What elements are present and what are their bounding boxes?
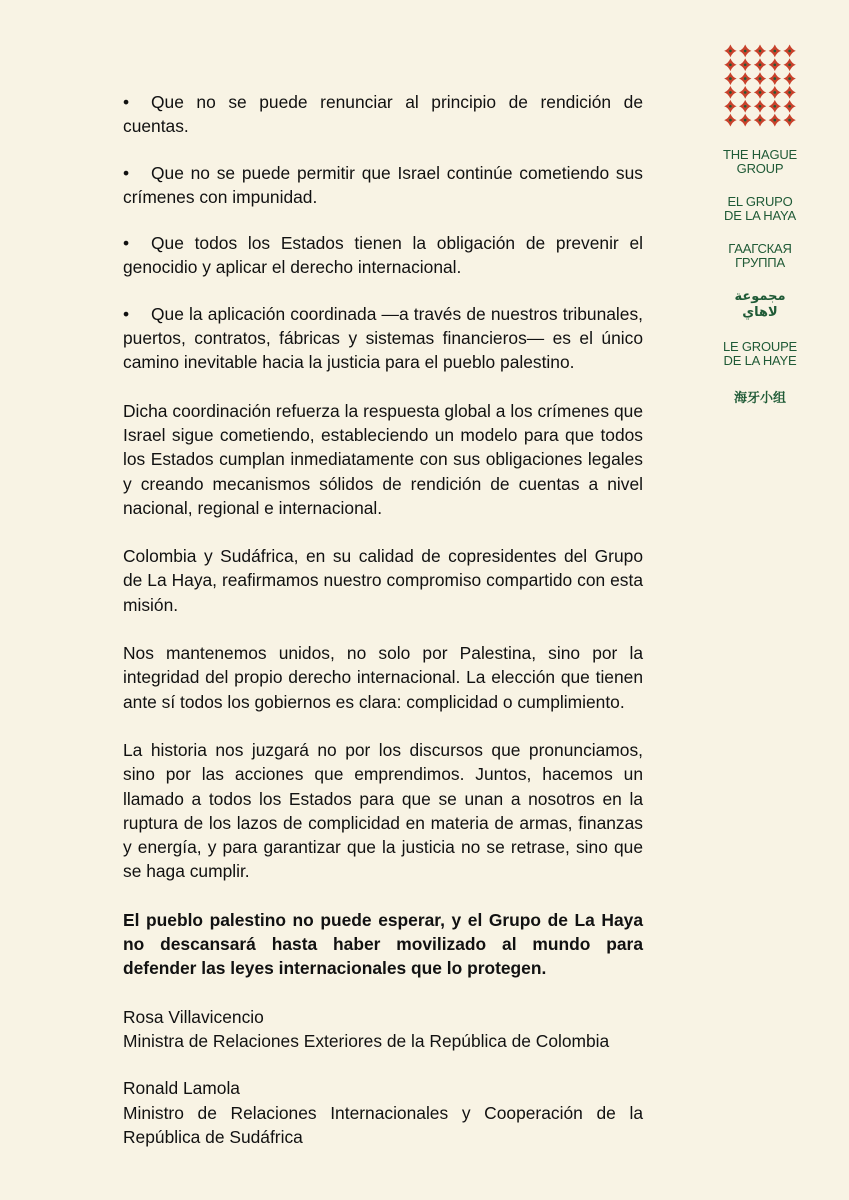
pattern-dot xyxy=(744,119,747,122)
brand-line: مجموعة xyxy=(734,289,786,304)
pattern-dot xyxy=(744,105,747,108)
brand-label-english xyxy=(700,148,820,176)
pattern-dot xyxy=(759,91,762,94)
body-paragraph xyxy=(123,399,643,520)
brand-line: THE HAGUE xyxy=(722,147,798,162)
pattern-dot xyxy=(788,91,791,94)
pattern-dot xyxy=(744,63,747,66)
brand-line: DE LA HAYE xyxy=(723,353,797,368)
pattern-dot xyxy=(774,63,777,66)
brand-line: ГААГСКАЯ xyxy=(728,241,792,256)
signature-block xyxy=(123,1076,643,1149)
pattern-dot xyxy=(729,105,732,108)
bullet-text: Que no se puede renunciar al principio de rendición de cuentas. xyxy=(123,92,643,137)
bullet-text: Que todos los Estados tienen la obligación de prevenir el genocidio y aplicar el derecho internacional. xyxy=(123,233,643,278)
pattern-dot xyxy=(759,105,762,108)
brand-label-spanish xyxy=(700,195,820,223)
bullet-item xyxy=(123,231,643,280)
signatory-name: Rosa Villavicencio xyxy=(123,1006,264,1027)
brand-line: EL GRUPO xyxy=(727,194,793,209)
bullet-dot: • xyxy=(123,92,130,112)
pattern-dot xyxy=(759,77,762,80)
brand-label-arabic xyxy=(700,289,820,321)
pattern-dot xyxy=(788,105,791,108)
bullet-item xyxy=(123,161,643,210)
pattern-dot xyxy=(729,77,732,80)
pattern-dot xyxy=(729,91,732,94)
pattern-dot xyxy=(744,77,747,80)
pattern-dot xyxy=(774,105,777,108)
pattern-dot xyxy=(759,119,762,122)
brand-line: ГРУППА xyxy=(735,255,785,270)
signatory-name: Ronald Lamola xyxy=(123,1078,240,1099)
body-paragraph xyxy=(123,544,643,617)
bullet-text: Que no se puede permitir que Israel continúe cometiendo sus crímenes con impunidad. xyxy=(123,162,643,207)
pattern-dot xyxy=(788,119,791,122)
letter-body xyxy=(123,90,643,1149)
pattern-dot xyxy=(729,50,732,53)
brand-label-french xyxy=(700,340,820,368)
pattern-dot xyxy=(759,63,762,66)
pattern-dot xyxy=(729,119,732,122)
pattern-dot xyxy=(759,50,762,53)
pattern-dot xyxy=(774,91,777,94)
pattern-dot xyxy=(788,50,791,53)
brand-line: GROUP xyxy=(736,161,784,176)
closing-statement: El pueblo palestino no puede esperar, y el Grupo de La Haya no descansará hasta haber movilizado al mundo para defender las leyes internacionales que lo protegen. xyxy=(123,909,643,979)
paragraph-text: La historia nos juzgará no por los discursos que pronunciamos, sino por las acciones que emprendimos. Juntos, hacemos un llamado a todos los Estados para que se unan a nosotros en la ruptura de los lazos de complicidad en materia de armas, finanzas y energía, y para garantizar que la justicia no se retrase, sino que se haga cumplir. xyxy=(123,739,643,882)
brand-label-russian xyxy=(700,242,820,270)
bullet-item xyxy=(123,90,643,139)
pattern-dot xyxy=(774,119,777,122)
signatory-title: Ministra de Relaciones Exteriores de la República de Colombia xyxy=(123,1030,610,1051)
paragraph-text: Dicha coordinación refuerza la respuesta global a los crímenes que Israel sigue cometiendo, estableciendo un modelo para que todos los Estados cumplan inmediatamente con sus obligaciones legales y creando mecanismos sólidos de rendición de cuentas a nivel nacional, regional e internacional. xyxy=(123,400,643,518)
pattern-dot xyxy=(744,91,747,94)
paragraph-text: Colombia y Sudáfrica, en su calidad de copresidentes del Grupo de La Haya, reafirmamos nuestro compromiso compartido con esta misión. xyxy=(123,546,643,615)
bullet-item xyxy=(123,302,643,375)
pattern-dot xyxy=(774,50,777,53)
bullet-dot: • xyxy=(123,162,130,183)
body-paragraph xyxy=(123,641,643,714)
bullet-dot: • xyxy=(123,303,130,324)
brand-label-chinese: 海牙小组 xyxy=(733,391,786,406)
brand-line: لاهاي xyxy=(742,305,778,320)
signature-block xyxy=(123,1005,643,1054)
geometric-pattern-logo-icon xyxy=(723,44,797,127)
brand-line: LE GROUPE xyxy=(722,339,798,354)
pattern-dot xyxy=(788,77,791,80)
paragraph-text: Nos mantenemos unidos, no solo por Palestina, sino por la integridad del propio derecho internacional. La elección que tienen ante sí todos los gobiernos es clara: complicidad o cumplimiento. xyxy=(123,643,643,712)
pattern-dot xyxy=(729,63,732,66)
pattern-dot xyxy=(788,63,791,66)
body-paragraph xyxy=(123,738,643,884)
brand-line: DE LA HAYA xyxy=(724,208,796,223)
pattern-dot xyxy=(744,50,747,53)
hague-group-branding xyxy=(700,44,820,406)
bullet-text: Que la aplicación coordinada —a través de nuestros tribunales, puertos, contratos, fábricas y sistemas financieros— es el único camino inevitable hacia la justicia para el pueblo palestino. xyxy=(123,303,643,373)
signatory-title: Ministro de Relaciones Internacionales y Cooperación de la República de Sudáfrica xyxy=(123,1102,643,1147)
bullet-dot: • xyxy=(123,233,130,254)
pattern-dot xyxy=(774,77,777,80)
